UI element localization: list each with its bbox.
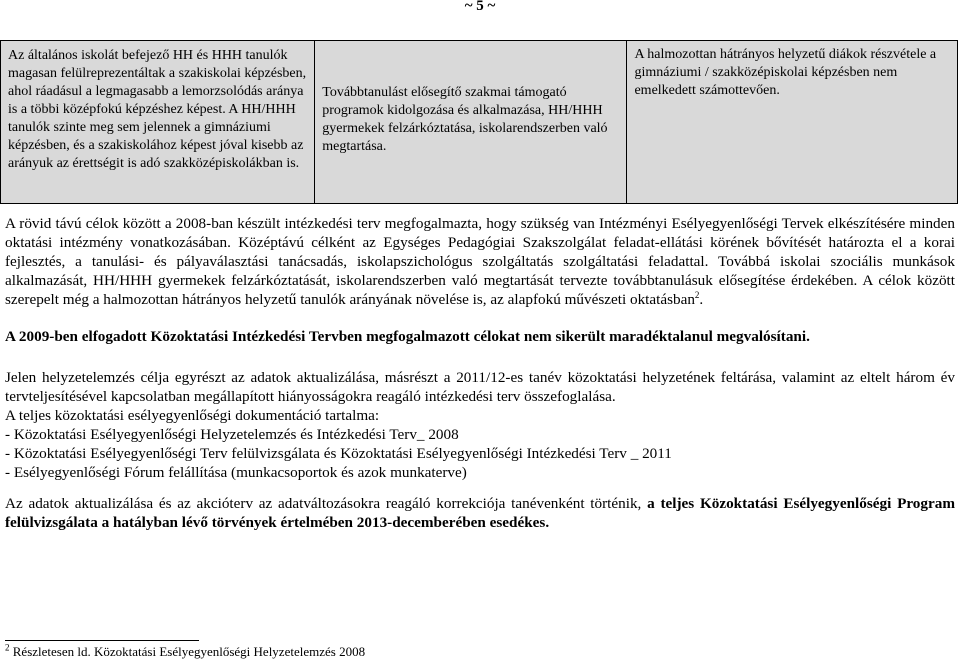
paragraph-end: . — [699, 291, 704, 308]
table-cell-result: A halmozottan hátrányos helyzetű diákok részvétele a gimnáziumi / szakközépiskolai képzésben nem emelkedett számottevően. — [627, 41, 958, 204]
summary-table — [0, 40, 958, 204]
paragraph-intro: Jelen helyzetelemzés célja egyrészt az adatok aktualizálása, másrészt a 2011/12-es tanév közoktatási helyzetének feltárása, valamint az eltelt három év tervteljesítésével kapcsolatban megállapított hiányosságokra reagáló intézkedési terv összefoglalása. — [5, 369, 955, 405]
paragraph-text: Az adatok aktualizálása és az akcióterv az adatváltozásokra reagáló korrekciója tanévenként történik, — [5, 495, 648, 512]
list-item: - Közoktatási Esélyegyenlőségi Helyzetelemzés és Intézkedési Terv_ 2008 — [5, 426, 459, 443]
footnote-reference[interactable]: 2 — [694, 289, 700, 300]
list-item: - Esélyegyenlőségi Fórum felállítása (munkacsoportok és azok munkaterve) — [5, 464, 467, 481]
table-cell-goal: Továbbtanulást elősegítő szakmai támogató programok kidolgozása és alkalmazása, HH/HHH gyermekek felzárkóztatása, iskolarendszerben való megtartása. — [315, 41, 627, 204]
footnote-divider — [5, 640, 199, 641]
table-cell-problem: Az általános iskolát befejező HH és HHH tanulók magasan felülreprezentáltak a szakiskolai képzésben, ahol ráadásul a legmagasabb a lemorzsolódás aránya is a többi középfokú képzéshez képest. A HH/HHH tanulók szinte meg sem jelennek a gimnáziumi képzésben, és a szakiskolához képest jóval kisebb az arányuk az érettségit is adó szakközépiskolákban is. — [1, 41, 315, 204]
paragraph-bold-text: a teljes Közoktatási Esélyegyenlőségi Program felülvizsgálata a hatályban lévő törvények értelmében 2013-decemberében esedékes. — [5, 495, 955, 531]
paragraph-situation-analysis — [5, 368, 955, 482]
table-row — [1, 41, 958, 204]
list-item: - Közoktatási Esélyegyenlőségi Terv felülvizsgálata és Közoktatási Esélyegyenlőségi Intézkedési Terv _ 2011 — [5, 445, 672, 462]
paragraph-short-term-goals — [5, 214, 955, 309]
paragraph-text: A rövid távú célok között a 2008-ban készült intézkedési terv megfogalmazta, hogy szükség van Intézményi Esélyegyenlőségi Tervek elkészítésére minden oktatási intézmény vonatkozásában. Középtávú célként az Egységes Pedagógiai Szakszolgálat feladat-ellátási körének bővítését határozta el a korai fejlesztés, a tanulási- és pályaválasztási tanácsadás, iskolapszichológus szolgáltatás szolgáltatási feladattal. Továbbá iskolai szociális munkások alkalmazását, HH/HHH gyermekek felzárkóztatását, iskolarendszerben való megtartását tervezte továbbtanulásuk elősegítése érdekében. A célok között szerepelt még a halmozottan hátrányos helyzetű tanulók arányának növelése is, az alapfokú művészeti oktatásban — [5, 215, 955, 308]
footnote-text: Részletesen ld. Közoktatási Esélyegyenlőségi Helyzetelemzés 2008 — [9, 644, 366, 659]
footnote — [5, 644, 365, 660]
paragraph-review — [5, 494, 955, 532]
list-title: A teljes közoktatási esélyegyenlőségi dokumentáció tartalma: — [5, 407, 380, 424]
page-number: ~ 5 ~ — [464, 0, 496, 14]
paragraph-plan-result: A 2009-ben elfogadott Közoktatási Intézkedési Tervben megfogalmazott célokat nem sikerült maradéktalanul megvalósítani. — [5, 328, 810, 345]
footnote-number: 2 — [5, 642, 10, 653]
